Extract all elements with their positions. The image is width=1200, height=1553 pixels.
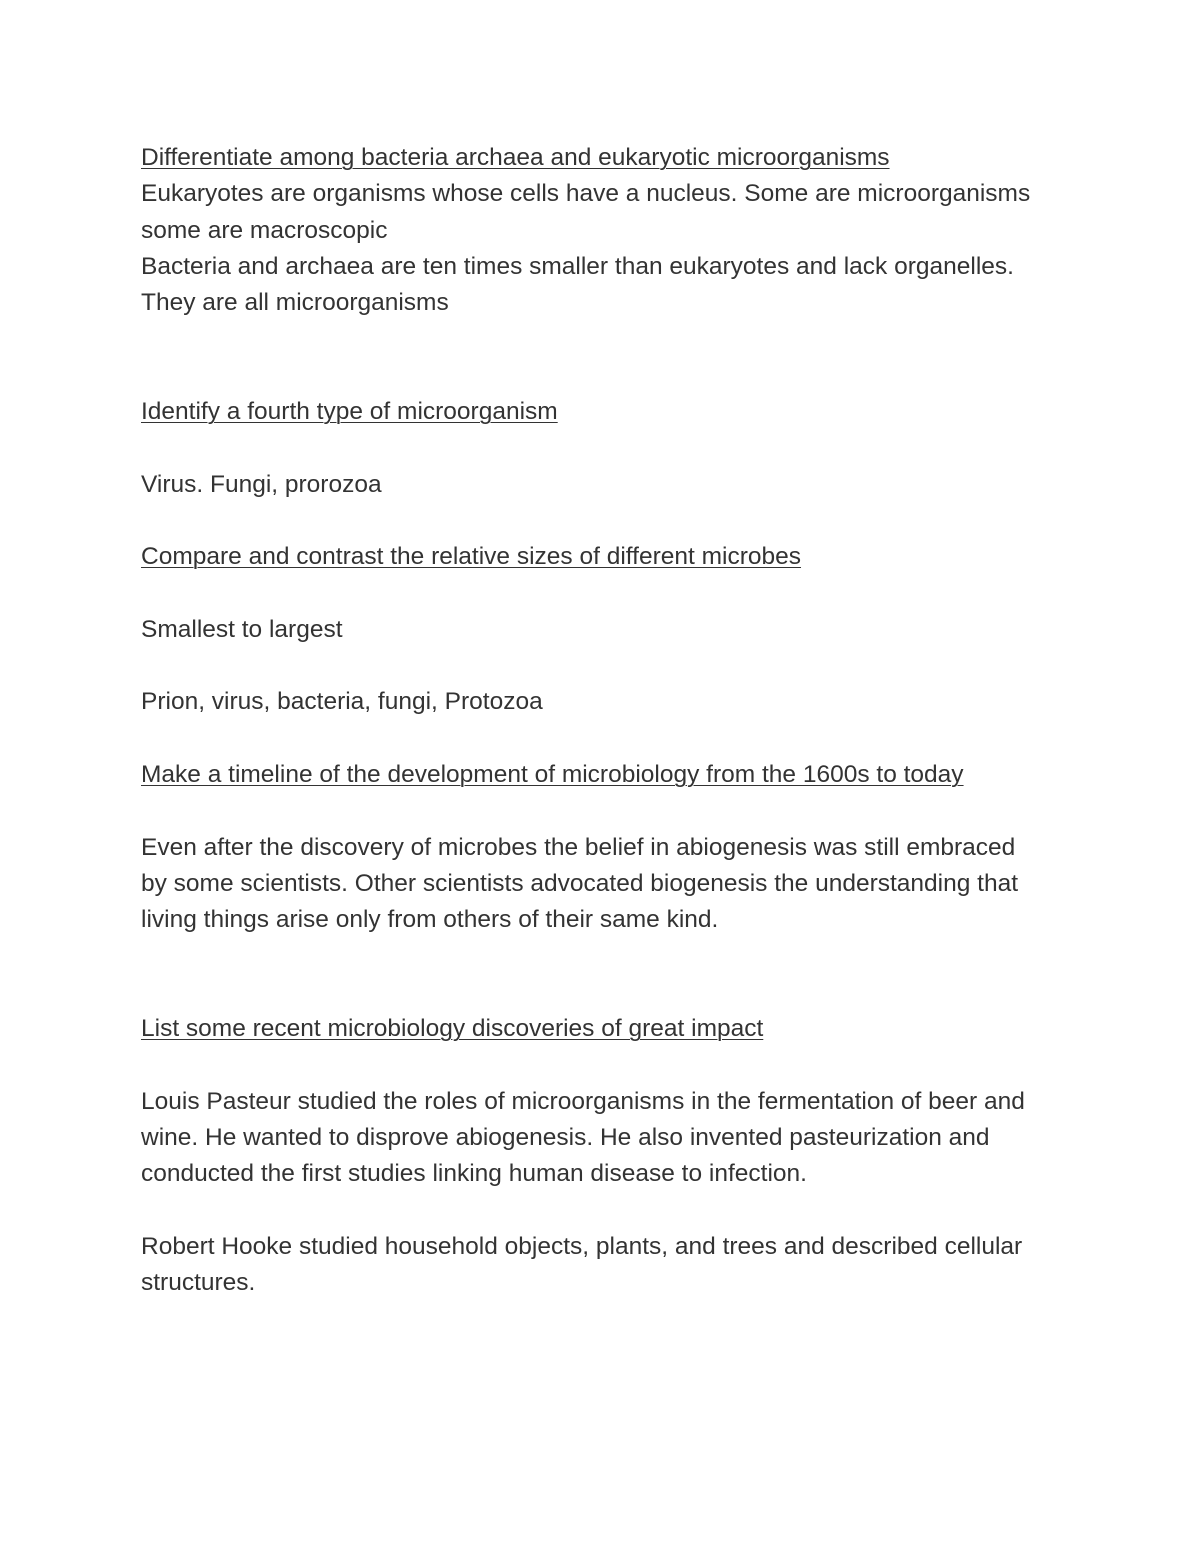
heading-timeline: Make a timeline of the development of microbiology from the 1600s to today (141, 761, 964, 789)
spacer (141, 793, 1041, 829)
spacer (141, 648, 1041, 684)
paragraph-size-order: Prion, virus, bacteria, fungi, Protozoa (141, 688, 543, 716)
spacer (141, 576, 1041, 612)
spacer (141, 939, 1041, 1012)
spacer (141, 721, 1041, 757)
paragraph-louis-pasteur: Louis Pasteur studied the roles of microorganisms in the fermentation of beer and wine. He wanted to disprove abiogenesis. He also invented pasteurization and conducted the first studies linking human disease to infection. (141, 1087, 1032, 1188)
paragraph-smallest-to-largest: Smallest to largest (141, 615, 343, 643)
spacer (141, 430, 1041, 466)
heading-fourth-type: Identify a fourth type of microorganism (141, 398, 558, 426)
heading-recent-discoveries: List some recent microbiology discoveries of great impact (141, 1015, 764, 1043)
paragraph-eukaryotes: Eukaryotes are organisms whose cells have a nucleus. Some are microorganisms some are macroscopic (141, 180, 1038, 244)
heading-compare-sizes: Compare and contrast the relative sizes of different microbes (141, 543, 802, 571)
spacer (141, 503, 1041, 539)
document-body (141, 140, 1041, 1302)
spacer (141, 1047, 1041, 1083)
paragraph-robert-hooke: Robert Hooke studied household objects, plants, and trees and described cellular structures. (141, 1232, 1029, 1297)
paragraph-virus-fungi: Virus. Fungi, prorozoa (141, 470, 382, 498)
paragraph-abiogenesis: Even after the discovery of microbes the belief in abiogenesis was still embraced by some scientists. Other scientists advocated biogenesis the understanding that living things arise only from others of their same kind. (141, 833, 1025, 934)
heading-differentiate-microorganisms: Differentiate among bacteria archaea and eukaryotic microorganisms (141, 144, 890, 171)
spacer (141, 321, 1041, 394)
paragraph-bacteria-archaea: Bacteria and archaea are ten times smaller than eukaryotes and lack organelles. They are all microorganisms (141, 252, 1021, 317)
spacer (141, 1193, 1041, 1229)
